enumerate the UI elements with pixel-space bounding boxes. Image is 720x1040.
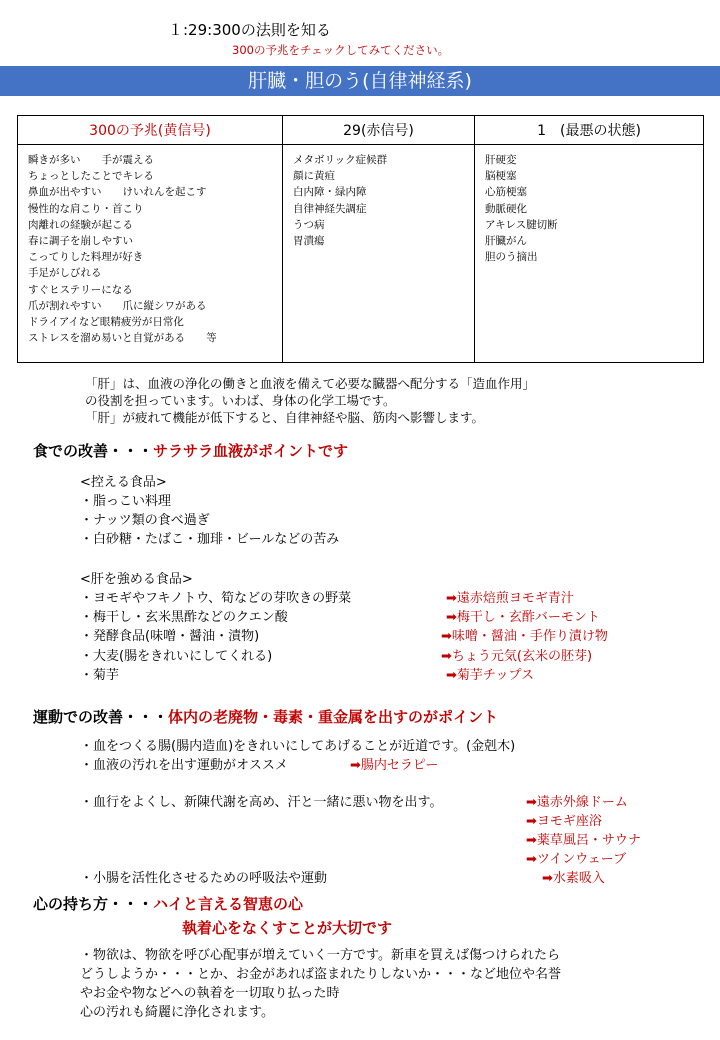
exercise-item: ・血をつくる腸(腸内造血)をきれいにしてあげることが近道です。(金剋木)	[80, 739, 516, 754]
recommended-product: ➡味噌・醤油・手作り漬け物	[441, 629, 608, 644]
list-item: こってりした料理が好き	[28, 251, 144, 264]
list-item: うつ病	[293, 218, 325, 231]
list-item: 自律神経失調症	[293, 202, 367, 215]
mind-heading-point: ハイと言える智恵の心	[153, 895, 304, 913]
mind-body-line: どうしようか・・・とか、お金があれば盗まれたりしないか・・・など地位や名誉	[80, 967, 562, 982]
list-item: 慢性的な肩こり・首こり	[28, 202, 144, 215]
recommended-product: ➡ちょう元気(玄米の胚芽)	[441, 649, 593, 664]
list-item: ドライアイなど眼精疲労が日常化	[28, 316, 184, 329]
food-heading-prefix: 食での改善・・・	[33, 442, 154, 460]
exercise-heading-prefix: 運動での改善・・・	[33, 708, 169, 726]
list-item: すぐヒステリーになる	[28, 283, 133, 296]
strengthen-food-item: ・大麦(腸をきれいにしてくれる)	[80, 649, 273, 664]
strengthen-food-item: ・菊芋	[80, 668, 120, 683]
recommended-therapy: ➡腸内セラピー	[350, 758, 439, 773]
mind-body-line: ・物欲は、物欲を呼び心配事が増えていく一方です。新車を買えば傷つけられたら	[80, 948, 560, 963]
list-item: 胃潰瘍	[293, 235, 325, 248]
list-item: 胆のう摘出	[485, 251, 538, 264]
list-item: 肝硬変	[485, 154, 517, 166]
avoid-food-item: ・ナッツ類の食べ過ぎ	[80, 513, 210, 528]
mind-heading-prefix: 心の持ち方・・・	[33, 895, 154, 913]
strengthen-foods-title: <肝を強める食品>	[80, 572, 193, 587]
recommended-product: ➡菊芋チップス	[446, 668, 534, 683]
intro-line: の役割を担っています。いわば、身体の化学工場です。	[85, 393, 396, 408]
list-item: 肝臓がん	[485, 235, 527, 248]
exercise-heading-point: 体内の老廃物・毒素・重金属を出すのがポイント	[168, 708, 499, 726]
avoid-foods-title: <控える食品>	[80, 475, 167, 490]
intro-text	[85, 375, 535, 426]
list-item: 瞬きが多い 手が震える	[28, 154, 154, 166]
recommended-product: ➡遠赤焙煎ヨモギ青汁	[446, 591, 574, 606]
recommended-product: ➡梅干し・玄酢バーモント	[446, 610, 600, 625]
recommended-therapy: ➡薬草風呂・サウナ	[526, 833, 641, 848]
list-item: 肉離れの経験が起こる	[28, 218, 133, 231]
mind-body-line: やお金や物などへの執着を一切取り払った時	[80, 986, 340, 1001]
list-item: 鼻血が出やすい けいれんを起こす	[28, 186, 207, 199]
list-item: 脳梗塞	[485, 170, 517, 183]
list-item: 春に調子を崩しやすい	[28, 235, 133, 248]
mind-heading-point-2: 執着心をなくすことが大切です	[182, 919, 393, 937]
avoid-food-item: ・白砂糖・たばこ・珈琲・ビールなどの苦み	[80, 532, 340, 547]
food-heading	[33, 440, 348, 461]
warning-signs-table	[17, 115, 704, 363]
column-header-300: 300の予兆(黄信号)	[18, 116, 283, 145]
exercise-item: ・血液の汚れを出す運動がオススメ	[80, 758, 288, 773]
list-item: アキレス腱切断	[485, 218, 558, 231]
exercise-heading	[33, 706, 498, 727]
intro-line: 「肝」は、血液の浄化の働きと血液を備えて必要な臓器へ配分する「造血作用」	[85, 376, 536, 391]
mind-body-line: 心の汚れも綺麗に浄化されます。	[80, 1005, 274, 1020]
exercise-item: ・血行をよくし、新陳代謝を高め、汗と一緒に悪い物を出す。	[80, 795, 443, 810]
section-banner: 肝臓・胆のう(自律神経系)	[0, 66, 720, 96]
mind-body	[80, 946, 561, 1022]
list-item: 顔に黄疸	[293, 170, 335, 183]
list-item: 手足がしびれる	[28, 267, 102, 280]
recommended-therapy: ➡遠赤外線ドーム	[526, 795, 628, 810]
food-heading-point: サラサラ血液がポイントです	[153, 442, 349, 460]
worst-state-cell	[475, 145, 704, 363]
avoid-food-item: ・脂っこい料理	[80, 494, 172, 509]
mind-heading	[33, 893, 303, 914]
list-item: 爪が割れやすい 爪に縦シワがある	[28, 299, 207, 312]
intro-line: 「肝」が疲れて機能が低下すると、自律神経や脳、筋肉へ影響します。	[85, 410, 485, 425]
list-item: 白内障・緑内障	[293, 186, 367, 199]
recommended-therapy: ➡ツインウェーブ	[526, 852, 627, 867]
recommended-therapy: ➡ヨモギ座浴	[526, 814, 602, 829]
strengthen-food-item: ・ヨモギやフキノトウ、筍などの芽吹きの野菜	[80, 591, 352, 606]
strengthen-food-item: ・発酵食品(味噌・醤油・漬物)	[80, 629, 260, 644]
list-item: 心筋梗塞	[485, 186, 527, 199]
list-item: 動脈硬化	[485, 202, 527, 215]
page-title: １:29:300の法則を知る	[168, 21, 331, 39]
red-signal-cell	[283, 145, 475, 363]
column-header-29: 29(赤信号)	[283, 116, 475, 145]
exercise-item: ・小腸を活性化させるための呼吸法や運動	[80, 871, 328, 886]
strengthen-food-item: ・梅干し・玄米黒酢などのクエン酸	[80, 610, 288, 625]
list-item: ちょっとしたことでキレる	[28, 170, 154, 183]
yellow-signal-cell	[18, 145, 283, 363]
list-item: メタボリック症候群	[293, 154, 388, 166]
page-subtitle: 300の予兆をチェックしてみてください。	[232, 43, 450, 57]
column-header-1: 1 (最悪の状態)	[475, 116, 704, 145]
recommended-therapy: ➡水素吸入	[542, 871, 605, 886]
list-item: ストレスを溜め易いと自覚がある 等	[28, 332, 217, 345]
